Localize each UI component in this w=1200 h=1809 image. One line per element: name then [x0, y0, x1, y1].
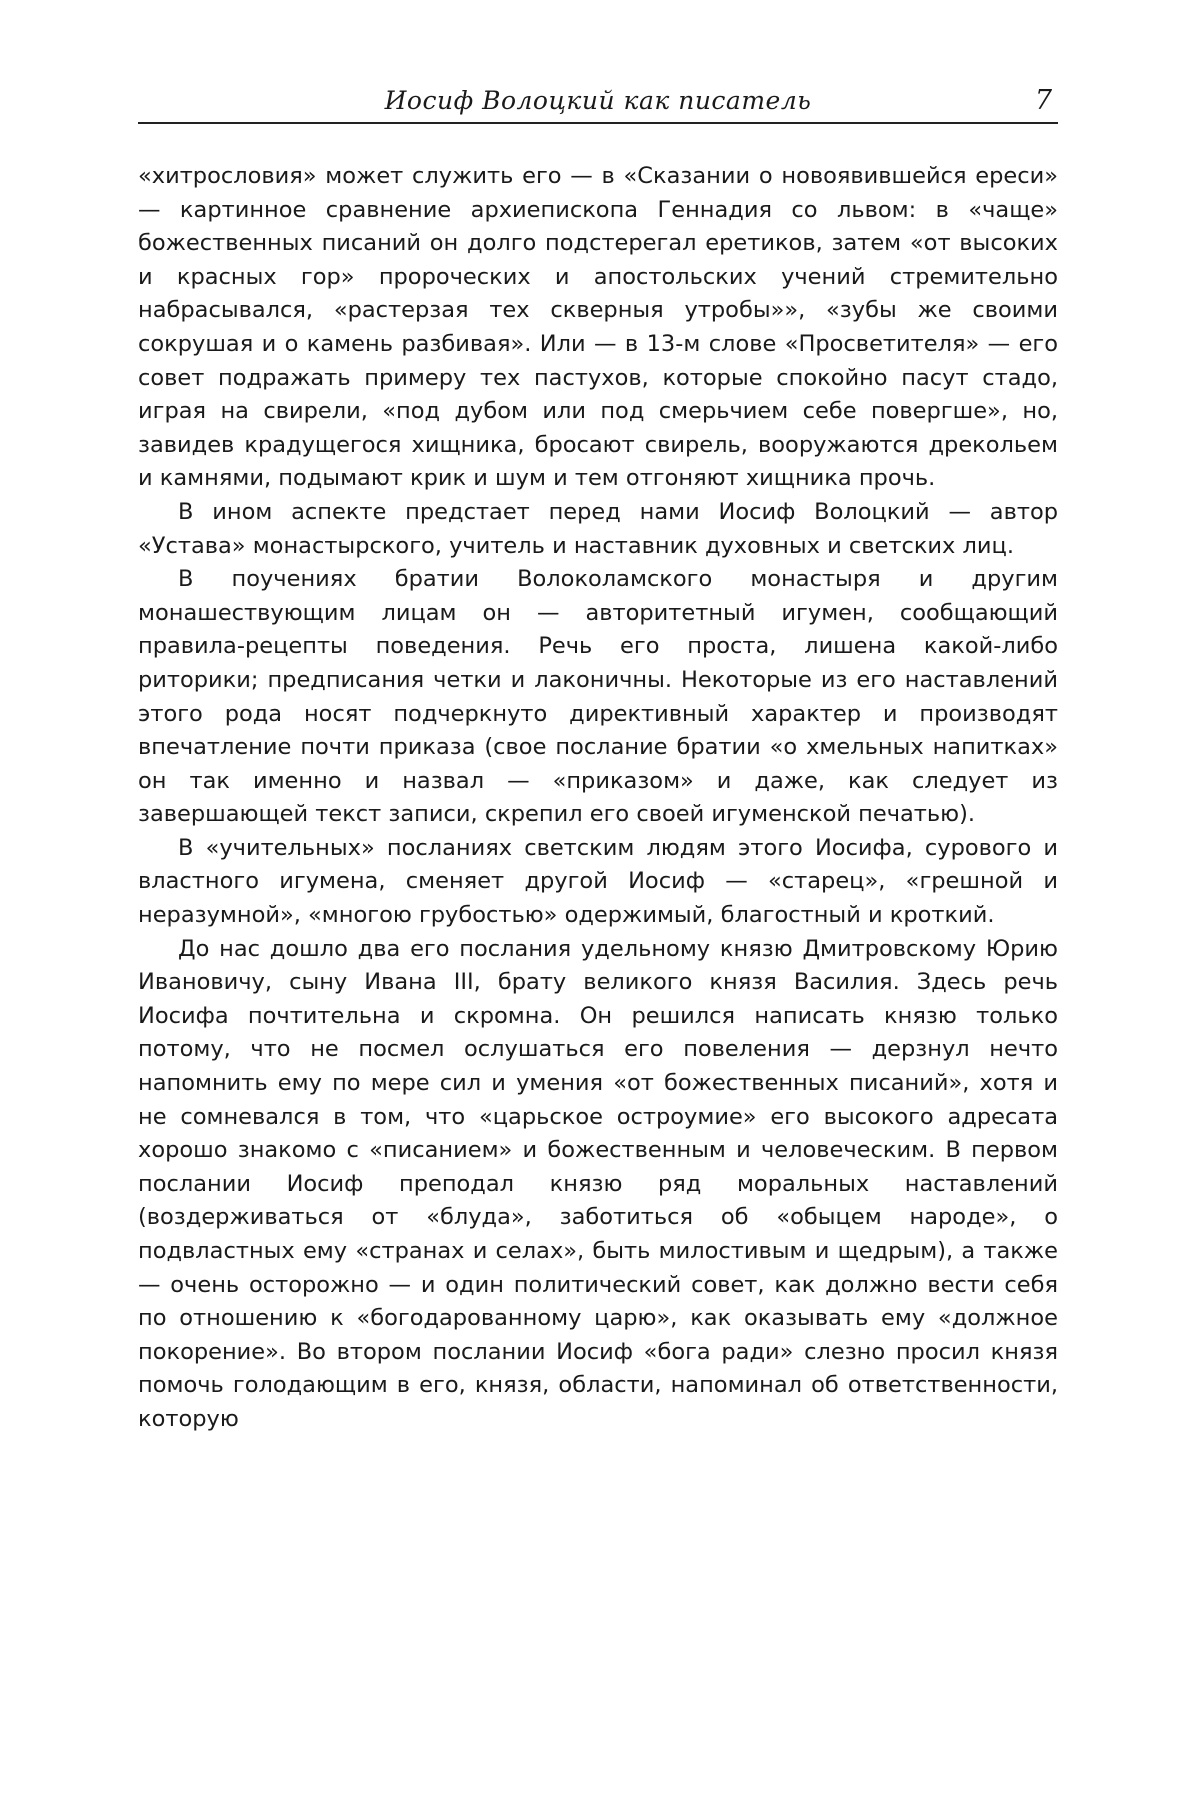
paragraph: В поучениях братии Волоколамского монастыря и другим монашествующим лицам он — авторитетный игумен, сообщающий правила-рецепты поведения. Речь его проста, лишена какой-либо риторики; предписания четки и лаконичны. Некоторые из его наставлений этого рода носят подчеркнуто директивный характер и производят впечатление почти приказа (свое послание братии «о хмельных напитках» он так именно и назвал — «приказом» и даже, как следует из завершающей текст записи, скрепил его своей игуменской печатью).	[138, 566, 1058, 828]
page-number: 7	[1034, 85, 1052, 116]
header-rule	[138, 122, 1058, 124]
paragraph: До нас дошло два его послания удельному князю Дмитровскому Юрию Ивановичу, сыну Ивана III, брату великого князя Василия. Здесь речь Иосифа почтительна и скромна. Он решился написать князю только потому, что не посмел ослушаться его повеления — дерзнул нечто напомнить ему по мере сил и умения «от божественных писаний», хотя и не сомневался в том, что «царьское остроумие» его высокого адресата хорошо знакомо с «писанием» и божественным и человеческим. В первом послании Иосиф преподал князю ряд моральных наставлений (воздерживаться от «блуда», заботиться об «обыцем народе», о подвластных ему «странах и селах», быть милостивым и щедрым), а также — очень осторожно — и один политический совет, как должно вести себя по отношению к «богодарованному царю», как оказывать ему «должное покорение». Во втором послании Иосиф «бога ради» слезно просил князя помочь голодающим в его, князя, области, напоминал об ответственности, которую	[138, 935, 1058, 1432]
body-text	[138, 160, 1058, 1437]
paragraph: В «учительных» посланиях светским людям этого Иосифа, сурового и властного игумена, сменяет другой Иосиф — «старец», «грешной и неразумной», «многою грубостью» одержимый, благостный и кроткий.	[138, 834, 1058, 929]
paragraph: В ином аспекте предстает перед нами Иосиф Волоцкий — автор «Устава» монастырского, учитель и наставник духовных и светских лиц.	[138, 498, 1058, 559]
paragraph-continuation: «хитрословия» может служить его — в «Сказании о новоявившейся ереси» — картинное сравнение архиепископа Геннадия со львом: в «чаще» божественных писаний он долго подстерегал еретиков, затем «от высоких и красных гор» пророческих и апостольских учений стремительно набрасывался, «растерзая тех скверныя утробы»», «зубы же своими сокрушая и о камень разбивая». Или — в 13-м слове «Просветителя» — его совет подражать примеру тех пастухов, которые спокойно пасут стадо, играя на свирели, «под дубом или под смерьчием себе повергше», но, завидев крадущегося хищника, бросают свирель, вооружаются дрекольем и камнями, подымают крик и шум и тем отгоняют хищника прочь.	[138, 163, 1058, 492]
running-title: Иосиф Волоцкий как писатель	[384, 86, 812, 115]
running-head	[138, 84, 1058, 124]
